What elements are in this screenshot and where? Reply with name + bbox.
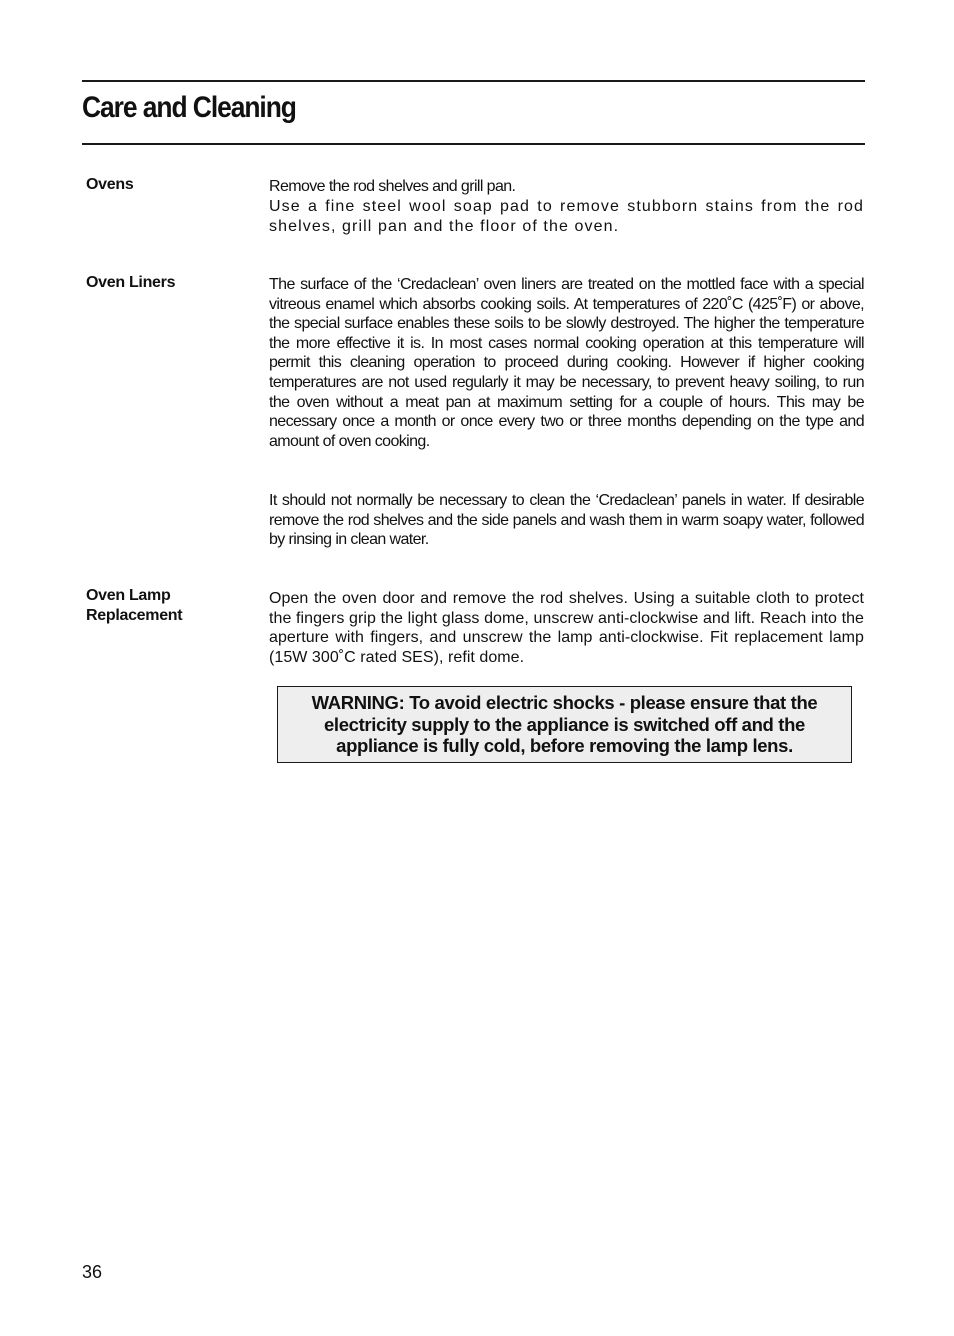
section-label-line-1: Oven Lamp — [86, 587, 171, 604]
oven-liners-paragraph-1: The surface of the ‘Credaclean’ oven liners are treated on the mottled face with a special vitreous enamel which absorbs cooking soils. At temperatures of 220˚C (425˚F) or above, the special surface enables these soils to be slowly destroyed. The higher the temperature the more effective it is. In most cases normal cooking operation at this temperature will permit this cleaning operation to proceed during cooking. However if higher cooking temperatures are not used regularly it may be necessary, to prevent heavy soiling, to run the oven without a meat pan at maximum setting for a couple of hours. This may be necessary once a month or once every two or three months depending on the type and amount of oven cooking. — [269, 276, 864, 450]
section-label-oven-lamp-replacement — [86, 586, 246, 626]
section-label-oven-liners: Oven Liners — [86, 274, 176, 291]
page-number: 36 — [82, 1262, 103, 1282]
oven-lamp-paragraph: Open the oven door and remove the rod shelves. Using a suitable cloth to protect the fingers grip the light glass dome, unscrew anti-clockwise and lift. Reach into the aperture with fingers, and unscrew the lamp anti-clockwise. Fit replacement lamp (15W 300˚C rated SES), refit dome. — [269, 590, 864, 666]
warning-text: WARNING: To avoid electric shocks - please ensure that the electricity supply to the appliance is switched off and the appliance is fully cold, before removing the lamp lens. — [311, 692, 818, 757]
ovens-line-1: Remove the rod shelves and grill pan. — [269, 178, 516, 195]
title-bottom-rule — [82, 143, 865, 145]
page-title: Care and Cleaning — [82, 91, 296, 124]
section-label-line-2: Replacement — [86, 607, 183, 624]
title-top-rule — [82, 80, 865, 82]
ovens-line-2: Use a fine steel wool soap pad to remove stubborn stains from the rod shelves, grill pan and the floor of the oven. — [269, 198, 864, 235]
warning-box — [277, 686, 852, 763]
section-label-ovens: Ovens — [86, 176, 134, 193]
oven-liners-paragraph-2: It should not normally be necessary to clean the ‘Credaclean’ panels in water. If desirable remove the rod shelves and the side panels and wash them in warm soapy water, followed by rinsing in clean water. — [269, 492, 864, 549]
